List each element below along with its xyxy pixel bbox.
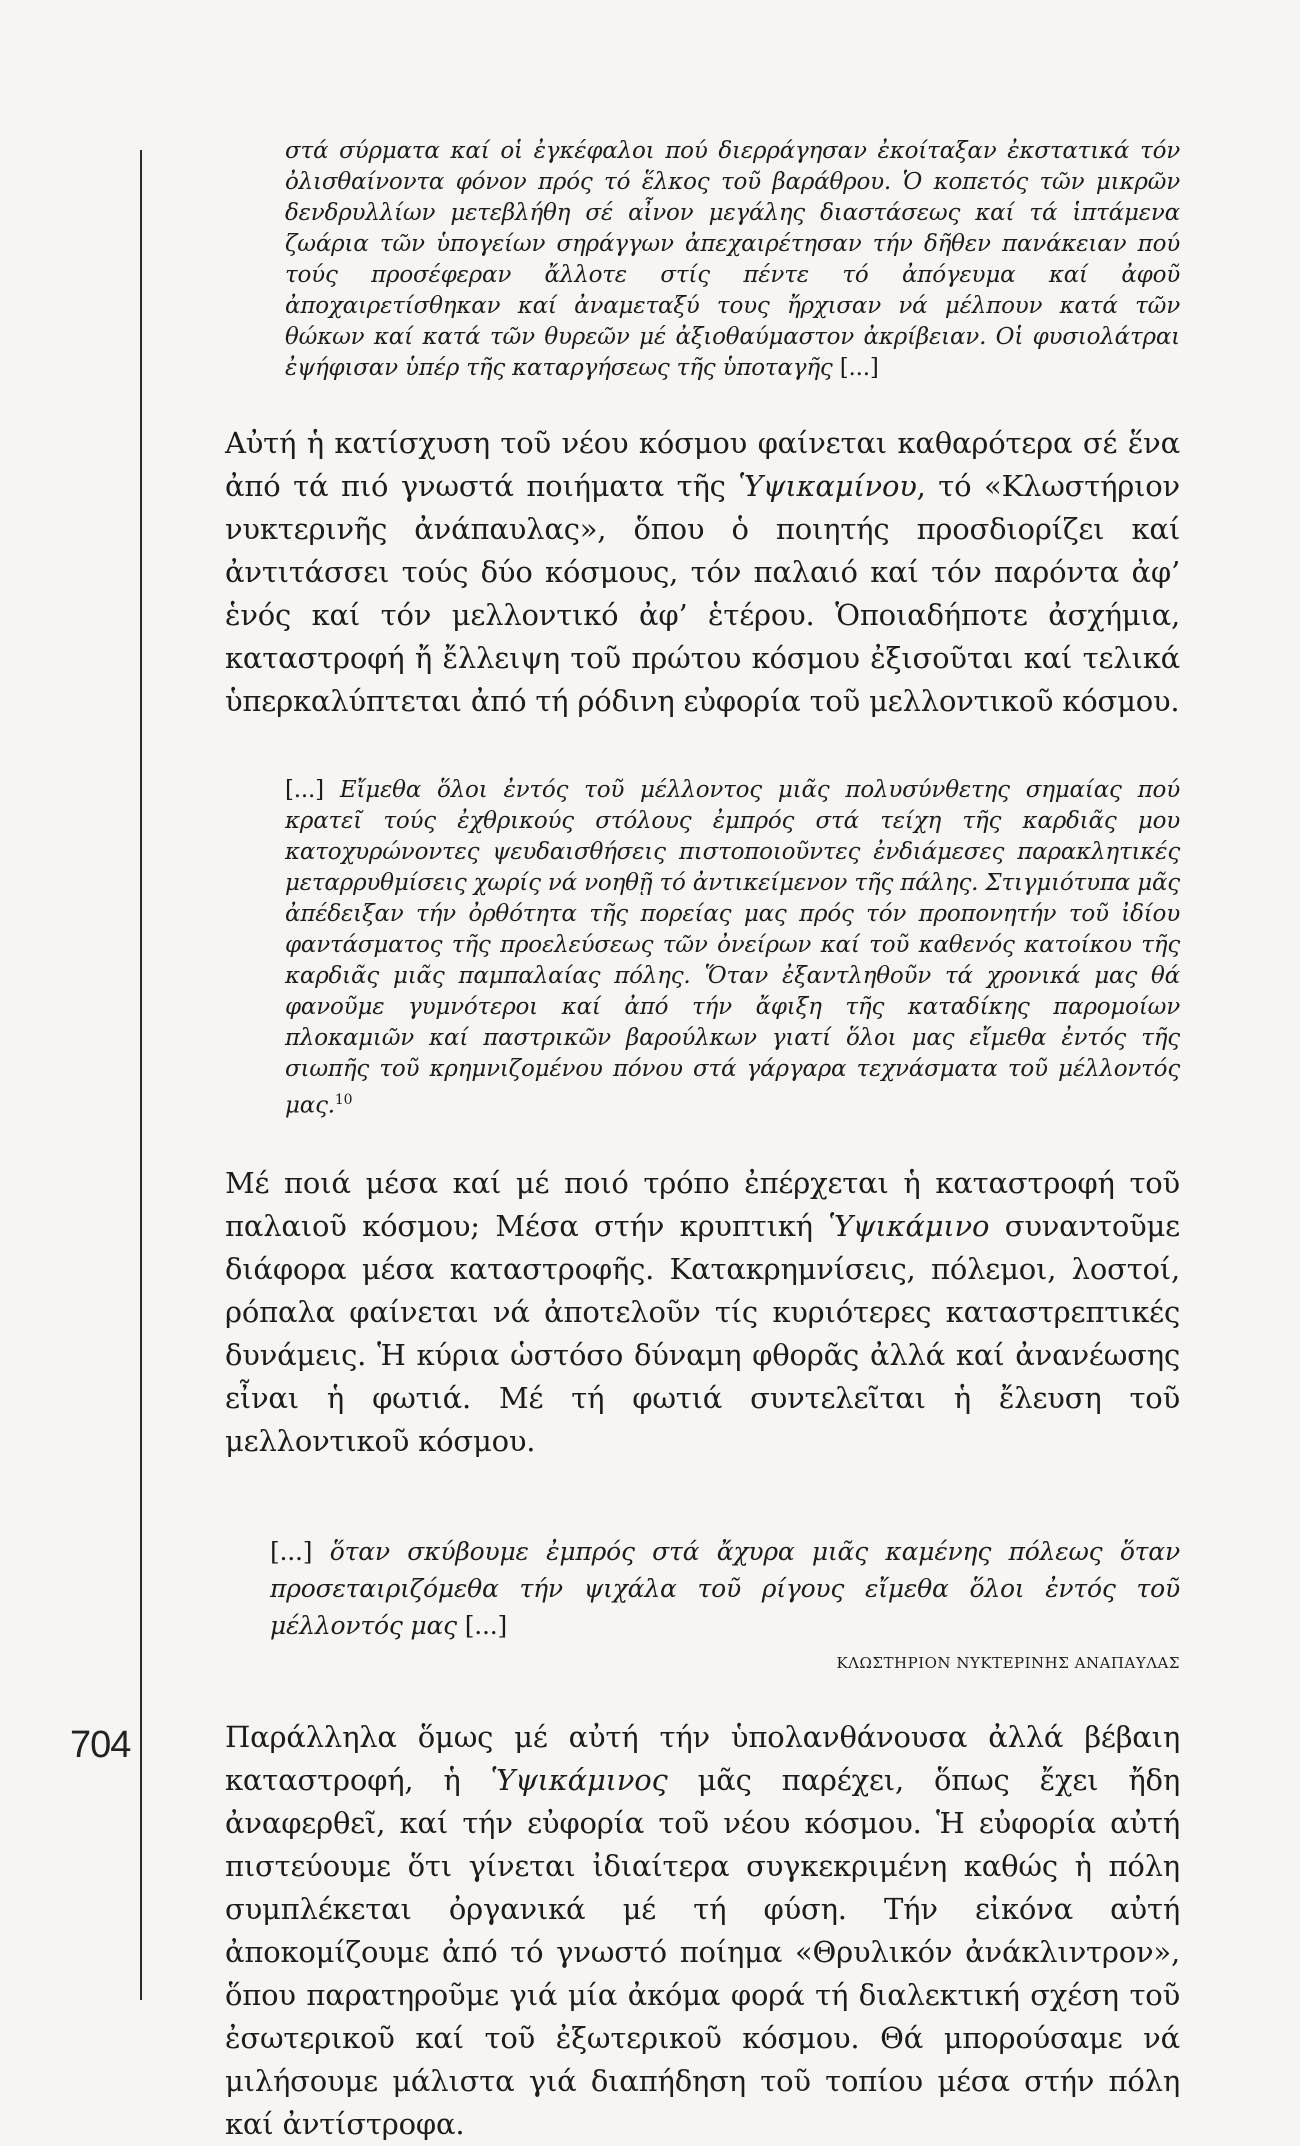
body-paragraph-3 [225, 1716, 1180, 2146]
text-column [225, 136, 1180, 2146]
paragraph-3-before: Παράλληλα ὅμως μέ αὐτή τήν ὑπολανθάνουσα ἀλλά βέβαιη καταστροφή, ἡ [225, 1719, 1180, 1797]
quote-1-ellipsis: [...] [839, 355, 879, 381]
footnote-marker: 10 [334, 1092, 353, 1108]
quote-2-text: Εἴμεθα ὅλοι ἐντός τοῦ μέλλοντος μιᾶς πολυσύνθετης σημαίας πού κρατεῖ τούς ἐχθρικούς στόλους ἐμπρός στά τείχη τῆς καρδιᾶς μου κατοχυρώνοντες ψευδαισθήσεις πιστοποιοῦντες ἐνδιάμεσες παρακλητικές μεταρρυθμίσεις χωρίς νά νοηθῇ τό ἀντικείμενον τῆς πάλης. Στιγμιότυπα μᾶς ἀπέδειξαν τήν ὀρθότητα τῆς πορείας μας πρός τόν προπονητήν τοῦ ἰδίου φαντάσματος τῆς προελεύσεως τῶν ὀνείρων καί τοῦ καθενός κατοίκου τῆς καρδιᾶς μιᾶς παμπαλαίας πόλης. Ὅταν ἐξαντληθοῦν τά χρονικά μας θά φανοῦμε γυμνότεροι καί ἀπό τήν ἄφιξη τῆς καταδίκης παρομοίων πλοκαμιῶν καί παστρικῶν βαρούλκων γιατί ὅλοι μας εἴμεθα ἐντός τῆς σιωπῆς τοῦ κρημνιζομένου πόνου στά γάργαρα τεχνάσματα τοῦ μέλλοντός μας. [285, 777, 1180, 1119]
quote-block-3 [225, 1533, 1180, 1672]
body-paragraph-1 [225, 422, 1180, 723]
body-paragraph-2 [225, 1162, 1180, 1463]
paragraph-3-title: Ὑψικάμινος [490, 1762, 668, 1797]
quote-2-ellipsis: [...] [285, 777, 324, 803]
margin-rule [140, 150, 142, 2000]
quote-3-ellipsis-close: [...] [464, 1610, 508, 1640]
paragraph-2-title: Ὑψικάμινο [828, 1208, 990, 1243]
quote-3-text: ὅταν σκύβουμε ἐμπρός στά ἄχυρα μιᾶς καμένης πόλεως ὅταν προσεταιριζόμεθα τήν ψιχάλα τοῦ ρίγους εἴμεθα ὅλοι ἐντός τοῦ μέλλοντός μας [270, 1536, 1180, 1640]
quote-attribution: ΚΛΩΣΤΗΡΙΟΝ ΝΥΚΤΕΡΙΝΗΣ ΑΝΑΠΑΥΛΑΣ [836, 1653, 1180, 1672]
quote-block-2 [285, 775, 1180, 1122]
paragraph-2-after: συναντοῦμε διάφορα μέσα καταστροφῆς. Κατακρημνίσεις, πόλεμοι, λοστοί, ρόπαλα φαίνεται νά ἀποτελοῦν τίς κυριότερες καταστρεπτικές δυνάμεις. Ἡ κύρια ὡστόσο δύναμη φθορᾶς ἀλλά καί ἀνανέωσης εἶναι ἡ φωτιά. Μέ τή φωτιά συντελεῖται ἡ ἔλευση τοῦ μελλοντικοῦ κόσμου. [225, 1208, 1180, 1458]
quote-1-text: στά σύρματα καί οἱ ἐγκέφαλοι πού διερράγησαν ἐκοίταξαν ἐκστατικά τόν ὀλισθαίνοντα φόνον πρός τό ἕλκος τοῦ βαράθρου. Ὁ κοπετός τῶν μικρῶν δενδρυλλίων μετεβλήθη σέ αἶνον μεγάλης διαστάσεως καί τά ἱπτάμενα ζωάρια τῶν ὑπογείων σηράγγων ἀπεχαιρέτησαν τήν δῆθεν πανάκειαν πού τούς προσέφεραν ἄλλοτε στίς πέντε τό ἀπόγευμα καί ἀφοῦ ἀποχαιρετίσθηκαν καί ἀναμεταξύ τους ἤρχισαν νά μέλπουν κατά τῶν θώκων καί κατά τῶν θυρεῶν μέ ἀξιοθαύμαστον ἀκρίβειαν. Οἱ φυσιολάτραι ἐψήφισαν ὑπέρ τῆς καταργήσεως τῆς ὑποταγῆς [285, 138, 1180, 381]
paragraph-1-before: Αὐτή ἡ κατίσχυση τοῦ νέου κόσμου φαίνεται καθαρότερα σέ ἕνα ἀπό τά πιό γνωστά ποιήματα τῆς [225, 426, 1180, 503]
quote-block-1 [285, 136, 1180, 384]
page-number: 704 [70, 1724, 131, 1766]
quote-3-body [270, 1533, 1180, 1644]
paragraph-2-before: Μέ ποιά μέσα καί μέ ποιό τρόπο ἐπέρχεται ἡ καταστροφή τοῦ παλαιοῦ κόσμου; Μέσα στήν κρυπτική [225, 1165, 1180, 1243]
paragraph-1-after: , τό «Κλωστήριον νυκτερινῆς ἀνάπαυλας», ὅπου ὁ ποιητής προσδιορίζει καί ἀντιτάσσει τούς δύο κόσμους, τόν παλαιό καί τόν παρόντα ἀφ’ ἑνός καί τόν μελλοντικό ἀφ’ ἑτέρου. Ὁποιαδήποτε ἀσχήμια, καταστροφή ἤ ἔλλειψη τοῦ πρώτου κόσμου ἐξισοῦται καί τελικά ὑπερκαλύπτεται ἀπό τή ρόδινη εὐφορία τοῦ μελλοντικοῦ κόσμου. [225, 469, 1180, 718]
paragraph-1-title: Ὑψικαμίνου [738, 469, 917, 503]
quote-3-ellipsis-open: [...] [270, 1536, 313, 1566]
paragraph-3-after: μᾶς παρέχει, ὅπως ἔχει ἤδη ἀναφερθεῖ, καί τήν εὐφορία τοῦ νέου κόσμου. Ἡ εὐφορία αὐτή πιστεύουμε ὅτι γίνεται ἰδιαίτερα συγκεκριμένη καθώς ἡ πόλη συμπλέκεται ὀργανικά μέ τή φύση. Τήν εἰκόνα αὐτή ἀποκομίζουμε ἀπό τό γνωστό ποίημα «Θρυλικόν ἀνάκλιντρον», ὅπου παρατηροῦμε γιά μία ἀκόμα φορά τή διαλεκτική σχέση τοῦ ἐσωτερικοῦ καί τοῦ ἐξωτερικοῦ κόσμου. Θά μπορούσαμε νά μιλήσουμε μάλιστα γιά διαπήδηση τοῦ τοπίου μέσα στήν πόλη καί ἀντίστροφα. [225, 1762, 1180, 2141]
